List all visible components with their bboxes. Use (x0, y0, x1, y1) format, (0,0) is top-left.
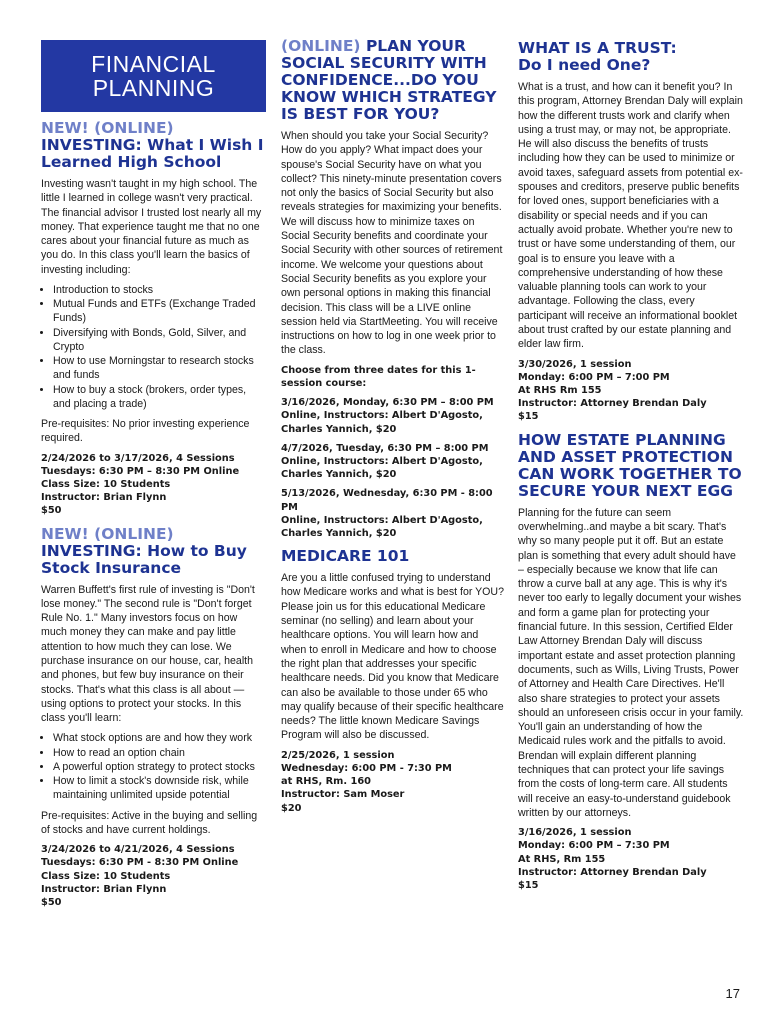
course-info (281, 749, 505, 815)
info-class-size: Class Size: 10 Students (41, 478, 171, 490)
prerequisites: Pre-requisites: Active in the buying and selling of stocks and have current holdings. (41, 809, 258, 836)
new-tag: NEW! (ONLINE) (41, 119, 174, 137)
list-item: • Introduction to stocks (53, 283, 266, 297)
info-time: Tuesdays: 6:30 PM – 8:30 PM Online (41, 465, 240, 477)
info-dates: 2/24/2026 to 3/17/2026, 4 Sessions (41, 452, 235, 464)
column-right (518, 40, 744, 900)
list-item: • Mutual Funds and ETFs (Exchange Traded Funds) (53, 297, 266, 325)
info-instructor: Instructor: Attorney Brendan Daly (518, 398, 707, 410)
new-tag: NEW! (ONLINE) (41, 524, 174, 543)
info-dates: 3/24/2026 to 4/21/2026, 4 Sessions (41, 844, 235, 856)
list-item: • How to limit a stock's downside risk, while maintaining unlimited upside potential (53, 774, 266, 802)
topic-list (41, 731, 266, 802)
course-description: When should you take your Social Security? How do you apply? What impact does your spouse's Social Security have on what you collect? This ninety-minute presentation covers not only the basics of Social Security but also reveals strategies for maximizing your benefits. We will discuss how to minimize taxes on Social Security benefits and coordinate your Social Security with other sources of retirement income. We welcome your questions about Social Security benefits as you explore your own personal options in making this financial decision. This class will be a LIVE online session held via StartMeeting. You will receive instructions on how to log in one week prior to the class. (281, 130, 503, 357)
info-location: at RHS, Rm. 160 (281, 776, 371, 788)
info-class-size: Class Size: 10 Students (41, 870, 171, 882)
choose-dates-note: Choose from three dates for this 1-session course: (281, 364, 476, 389)
info-dates: 3/30/2026, 1 session (518, 358, 632, 370)
course-trust (518, 40, 744, 424)
session-date: 5/13/2026, Wednesday, 6:30 PM - 8:00 PM (281, 488, 493, 513)
session-option (281, 487, 505, 540)
session-detail: Online, Instructors: Albert D'Agosto, Charles Yannich, $20 (281, 455, 483, 481)
course-title-line-1: WHAT IS A TRUST: (518, 39, 677, 57)
course-title (281, 38, 505, 123)
course-title-line-2: Do I need One? (518, 56, 651, 74)
course-estate-planning (518, 432, 744, 893)
course-title (518, 40, 744, 74)
session-date: 3/16/2026, Monday, 6:30 PM – 8:00 PM (281, 397, 494, 409)
info-price: $15 (518, 880, 539, 891)
info-location: At RHS, Rm 155 (518, 853, 606, 865)
list-item: • What stock options are and how they work (53, 731, 266, 745)
column-middle (281, 38, 505, 823)
page-number: 17 (725, 986, 740, 1001)
course-description: Are you a little confused trying to understand how Medicare works and what is best for YOU? Please join us for this educational Medicare seminar (no selling) and learn about your healthcare options. You will learn how and when to enroll in Medicare and how to choose the right plan that addresses your specific healthcare needs. Did you know that Medicare can also be available to those under 65 who may qualify because of their specific healthcare needs? The little known Medicare Savings Program will also be discussed. (281, 572, 504, 742)
online-tag: (ONLINE) (281, 37, 361, 55)
course-investing-insurance (41, 526, 266, 910)
info-time: Monday: 6:00 PM – 7:00 PM (518, 371, 670, 383)
course-title: MEDICARE 101 (281, 547, 410, 566)
info-price: $20 (281, 802, 302, 814)
prerequisites: Pre-requisites: No prior investing experience required. (41, 417, 250, 445)
list-item: • How to read an option chain (53, 746, 266, 760)
info-location: At RHS Rm 155 (518, 385, 602, 397)
course-info (41, 843, 266, 909)
course-info (518, 358, 744, 424)
course-title-text: PLAN YOUR SOCIAL SECURITY WITH CONFIDENCE...DO YOU KNOW WHICH STRATEGY IS BEST FOR YOU? (281, 37, 497, 123)
info-time: Wednesday: 6:00 PM - 7:30 PM (281, 762, 452, 774)
course-title-text: INVESTING: How to Buy Stock Insurance (41, 541, 247, 577)
list-item: • How to buy a stock (brokers, order types, and placing a trade) (53, 383, 266, 411)
course-description: What is a trust, and how can it benefit you? In this program, Attorney Brendan Daly will explain how the different trusts work and clarify when using a trust may, or may not, be appropriate. He will also discuss the benefits of trusts including how they can be used to minimize or avoid taxes, safeguard assets from potential ex-spouses and creditors, preserve public benefits for loved ones, support beneficiaries with a disability or special needs and if you can actually avoid probate. Whether you're new to trust or have some understanding of them, our goal is to ensure you leave with a comprehensive understanding of how these valuable planning tools can work to your advantage. Following the class, every participant will receive an informational booklet about trust crafted by our estate planning and elder law firm. (518, 81, 743, 351)
info-time: Tuesdays: 6:30 PM - 8:30 PM Online (41, 857, 239, 869)
session-date: 4/7/2026, Tuesday, 6:30 PM – 8:00 PM (281, 442, 489, 454)
list-item: • A powerful option strategy to protect stocks (53, 760, 266, 774)
course-info (518, 826, 744, 892)
list-item: • Diversifying with Bonds, Gold, Silver, and Crypto (53, 326, 266, 354)
info-instructor: Instructor: Attorney Brendan Daly (518, 866, 707, 878)
course-title (41, 526, 266, 577)
session-detail: Online, Instructors: Albert D'Agosto, Charles Yannich, $20 (281, 410, 483, 435)
course-title-text: INVESTING: What I Wish I Learned High School (41, 136, 264, 171)
course-medicare (281, 548, 505, 815)
session-option (281, 442, 505, 482)
banner-line-2: PLANNING (92, 75, 215, 101)
info-price: $50 (41, 505, 62, 517)
info-instructor: Instructor: Sam Moser (281, 789, 405, 801)
session-detail: Online, Instructors: Albert D'Agosto, Charles Yannich, $20 (281, 514, 483, 539)
course-info (41, 452, 266, 518)
info-price: $50 (41, 896, 62, 908)
course-description: Planning for the future can seem overwhelming..and maybe a bit scary. That's why so many people put it off. But an estate plan is something that every adult should have – especially because we know that life can throw a curve ball at any age. This is why it's never too early to legally document your wishes and form a game plan for protecting your financial future. In this session, Certified Elder Law Attorney Brendan Daly will discuss important estate and asset protection planning documents, such as Wills, Living Trusts, Power of Attorney and Health Care Directives. He'll also share strategies to protect your assets should an unforeseen crisis occur in your family. You'll gain an understanding of how the Medicaid rules work and the pitfalls to avoid. Brendan will explain different planning techniques that can protect your life savings from the costs of long-term care. All students will receive an easy-to-understand guidebook written by our attorneys. (518, 506, 744, 819)
info-dates: 2/25/2026, 1 session (281, 749, 395, 761)
info-instructor: Instructor: Brian Flynn (41, 492, 167, 504)
session-option (281, 396, 505, 436)
section-banner (41, 40, 266, 112)
info-time: Monday: 6:00 PM – 7:30 PM (518, 840, 670, 852)
course-title: HOW ESTATE PLANNING AND ASSET PROTECTION CAN WORK TOGETHER TO SECURE YOUR NEXT EGG (518, 430, 742, 500)
course-description: Warren Buffett's first rule of investing is "Don't lose money." The second rule is "Don't forget Rule No. 1." Many investors focus on how much money they can make and pay little attention to how much they can lose. We purchase insurance on our house, car, health and phones, but few buy insurance on their stocks. That's what this class is all about — using options to protect your stocks. In this class you'll learn: (41, 583, 255, 725)
banner-line-1: FINANCIAL (91, 51, 216, 77)
course-description: Investing wasn't taught in my high school. The little I learned in college wasn't very practical. The financial advisor I trusted lost nearly all my money. That experience taught me that no one cares about your financial future as much as you do. In this class you'll learn the basics of investing including: (41, 178, 262, 276)
info-instructor: Instructor: Brian Flynn (41, 883, 167, 895)
info-price: $15 (518, 411, 539, 423)
course-investing-wish (41, 120, 266, 518)
list-item: • How to use Morningstar to research stocks and funds (53, 354, 266, 382)
topic-list (41, 283, 266, 411)
course-social-security (281, 38, 505, 540)
course-title (41, 120, 266, 171)
info-dates: 3/16/2026, 1 session (518, 827, 632, 839)
column-left (41, 40, 266, 917)
